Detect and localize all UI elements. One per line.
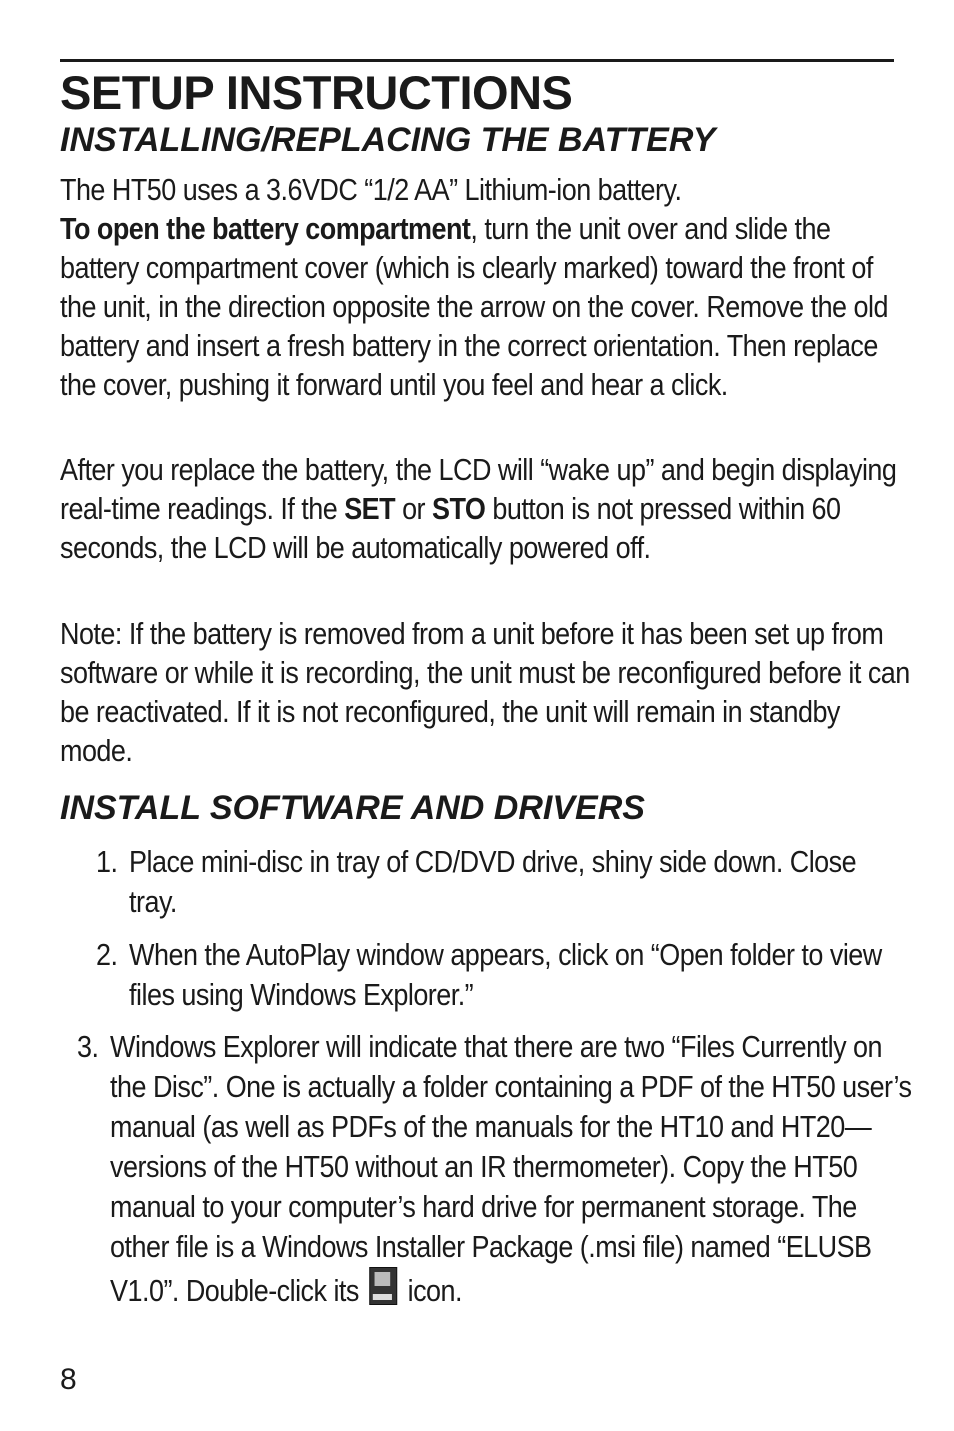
list-item-number: 3. <box>77 1029 99 1064</box>
section-title-software: INSTALL SOFTWARE AND DRIVERS <box>60 789 645 827</box>
page-number: 8 <box>60 1363 77 1396</box>
msi-installer-icon <box>369 1267 397 1305</box>
list-item-number: 2. <box>96 937 118 972</box>
list-item <box>96 935 888 1015</box>
header-rule <box>60 59 894 62</box>
or-text: or <box>395 491 432 526</box>
set-button-label: SET <box>344 491 396 526</box>
battery-paragraph-1 <box>60 170 910 404</box>
battery-note-text: Note: If the battery is removed from a unit before it has been set up from software or while it is recording, the unit must be reconfigured before it can be reactivated. If it is not reconfigured, the unit will remain in standby mode. <box>60 616 910 768</box>
page-title: SETUP INSTRUCTIONS <box>60 66 573 119</box>
sto-button-label: STO <box>431 491 486 526</box>
list-item-text: Place mini-disc in tray of CD/DVD drive, shiny side down. Close tray. <box>129 844 857 919</box>
list-item-text <box>110 1027 912 1311</box>
list-item-number: 1. <box>96 844 118 879</box>
list-item-text-main: Windows Explorer will indicate that there are two “Files Currently on the Disc”. One is actually a folder containing a PDF of the HT50 user’s manual (as well as PDFs of the manuals for the HT10 and HT20—versions of the HT50 without an IR thermometer). Copy the HT50 manual to your computer’s hard drive for permanent storage. The other file is a Windows Installer Package (.msi file) named “ELUSB V1.0”. Double-click its <box>110 1029 912 1308</box>
battery-poweroff-text: button is not pressed within 60 seconds, the LCD will be automatically powered off. <box>60 491 841 565</box>
battery-open-bold: To open the battery compartment <box>60 211 471 246</box>
battery-open-text: , turn the unit over and slide the battery compartment cover (which is clearly marked) toward the front of the unit, in the direction opposite the arrow on the cover. Remove the old battery and insert a fresh battery in the correct orientation. Then replace the cover, pushing it forward until you feel and hear a click. <box>60 211 888 402</box>
list-item-text-tail: icon. <box>400 1273 462 1308</box>
section-title-battery: INSTALLING/REPLACING THE BATTERY <box>60 121 716 159</box>
list-item <box>96 842 888 922</box>
list-item-text: When the AutoPlay window appears, click on “Open folder to view files using Windows Explorer.” <box>129 937 882 1012</box>
list-item <box>77 1027 912 1311</box>
battery-wake-text: After you replace the battery, the LCD will “wake up” and begin displaying real-time readings. If the <box>60 452 897 526</box>
battery-note <box>60 614 910 770</box>
battery-intro-line: The HT50 uses a 3.6VDC “1/2 AA” Lithium-ion battery. <box>60 172 682 207</box>
battery-paragraph-2 <box>60 450 910 567</box>
